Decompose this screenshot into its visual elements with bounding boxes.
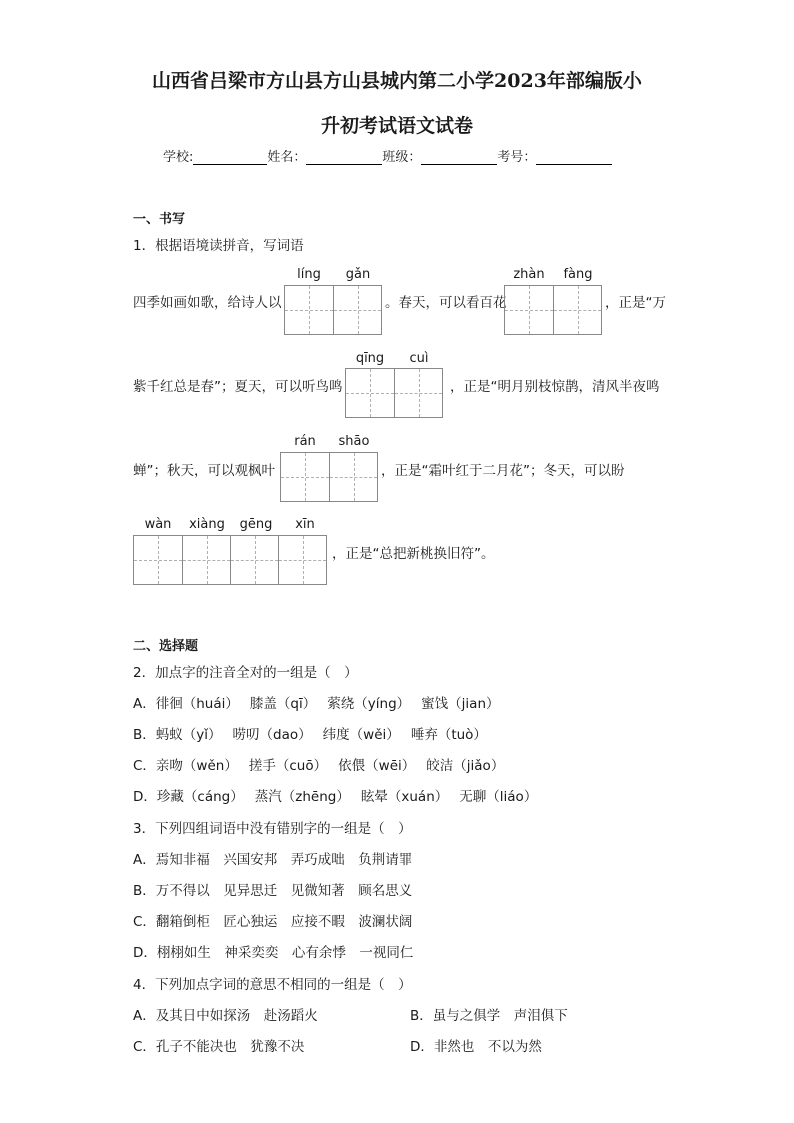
question-2-option-b[interactable]: B．蚂蚁（yǐ） 唠叨（dao） 纬度（wěi） 唾弃（tuò） [133, 727, 487, 743]
passage-text: 。春天，可以看百花 [385, 295, 507, 311]
name-label: 姓名： [267, 150, 307, 165]
school-blank[interactable] [193, 150, 267, 165]
section-heading-choice: 二、选择题 [133, 639, 199, 654]
question-2-option-d[interactable]: D．珍藏（cáng） 蒸汽（zhēng） 眩晕（xuán） 无聊（liáo） [133, 789, 538, 805]
pinyin: qīng [355, 351, 385, 366]
passage-text: ，正是“霜叶红于二月花”；冬天，可以盼 [381, 463, 625, 479]
class-blank[interactable] [421, 150, 497, 165]
question-4-option-a[interactable]: A．及其日中如探汤 赴汤蹈火 [133, 1008, 318, 1024]
school-label: 学校: [163, 150, 194, 165]
passage-text: ，正是“明月别枝惊鹊，清风半夜鸣 [450, 379, 660, 395]
student-info-line [163, 146, 612, 165]
grid-cell[interactable] [394, 369, 442, 417]
passage-text: 蝉”；秋天，可以观枫叶 [133, 463, 275, 479]
number-label: 考号： [497, 150, 537, 165]
pinyin: xīn [295, 517, 315, 532]
exam-title-line2: 升初考试语文试卷 [320, 115, 473, 137]
passage-text: 紫千红总是春”；夏天，可以听鸟鸣 [133, 379, 343, 395]
pinyin: zhàn [513, 267, 545, 282]
grid-cell[interactable] [329, 453, 377, 501]
writing-grid-qingcui[interactable] [345, 368, 443, 418]
pinyin: gǎn [345, 267, 371, 282]
grid-cell[interactable] [281, 453, 329, 501]
grid-cell[interactable] [505, 286, 553, 334]
pinyin: shāo [338, 434, 370, 449]
grid-cell[interactable] [230, 536, 278, 584]
question-3-option-b[interactable]: B．万不得以 见异思迁 见微知著 顾名思义 [133, 883, 413, 899]
section-heading-writing: 一、书写 [133, 212, 186, 227]
grid-cell[interactable] [182, 536, 230, 584]
passage-text: 四季如画如歌，给诗人以 [133, 295, 282, 311]
question-2-option-c[interactable]: C．亲吻（wěn） 搓手（cuō） 依偎（wēi） 皎洁（jiǎo） [133, 758, 505, 774]
question-3-option-a[interactable]: A．焉知非福 兴国安邦 弄巧成咄 负荆请罪 [133, 852, 413, 868]
question-2-option-a[interactable]: A．徘徊（huái） 膝盖（qī） 萦绕（yíng） 蜜饯（jian） [133, 696, 500, 712]
question-4-prompt: 4．下列加点字词的意思不相同的一组是（ ） [133, 977, 412, 993]
pinyin: xiàng [189, 517, 225, 532]
pinyin: rán [294, 434, 316, 449]
pinyin: wàn [144, 517, 172, 532]
writing-grid-zhanfang[interactable] [504, 285, 602, 335]
pinyin: gēng [239, 517, 273, 532]
question-1-prompt: 1．根据语境读拼音，写词语 [133, 238, 304, 254]
question-4-option-c[interactable]: C．孔子不能决也 犹豫不决 [133, 1039, 305, 1055]
question-4-option-d[interactable]: D．非然也 不以为然 [410, 1039, 542, 1055]
passage-text: ，正是“总把新桃换旧符”。 [332, 546, 495, 562]
writing-grid-wanxianggengxin[interactable] [133, 535, 327, 585]
question-4-option-b[interactable]: B．虽与之俱学 声泪俱下 [410, 1008, 568, 1024]
writing-grid-ranshao[interactable] [280, 452, 378, 502]
pinyin: cuì [409, 351, 429, 366]
question-2-prompt: 2．加点字的注音全对的一组是（ ） [133, 665, 358, 681]
question-3-option-c[interactable]: C．翻箱倒柜 匠心独运 应接不暇 波澜状阔 [133, 914, 413, 930]
number-blank[interactable] [536, 150, 612, 165]
pinyin: fàng [563, 267, 593, 282]
question-3-option-d[interactable]: D．栩栩如生 神采奕奕 心有余悸 一视同仁 [133, 945, 414, 961]
pinyin: líng [297, 267, 321, 282]
question-3-prompt: 3．下列四组词语中没有错别字的一组是（ ） [133, 821, 412, 837]
grid-cell[interactable] [134, 536, 182, 584]
grid-cell[interactable] [278, 536, 326, 584]
exam-title-line1: 山西省吕梁市方山县方山县城内第二小学2023年部编版小 [152, 70, 642, 92]
grid-cell[interactable] [346, 369, 394, 417]
passage-text: ，正是“万 [605, 295, 666, 311]
writing-grid-linggan[interactable] [284, 285, 382, 335]
grid-cell[interactable] [553, 286, 601, 334]
name-blank[interactable] [306, 150, 382, 165]
grid-cell[interactable] [285, 286, 333, 334]
class-label: 班级： [382, 150, 422, 165]
grid-cell[interactable] [333, 286, 381, 334]
